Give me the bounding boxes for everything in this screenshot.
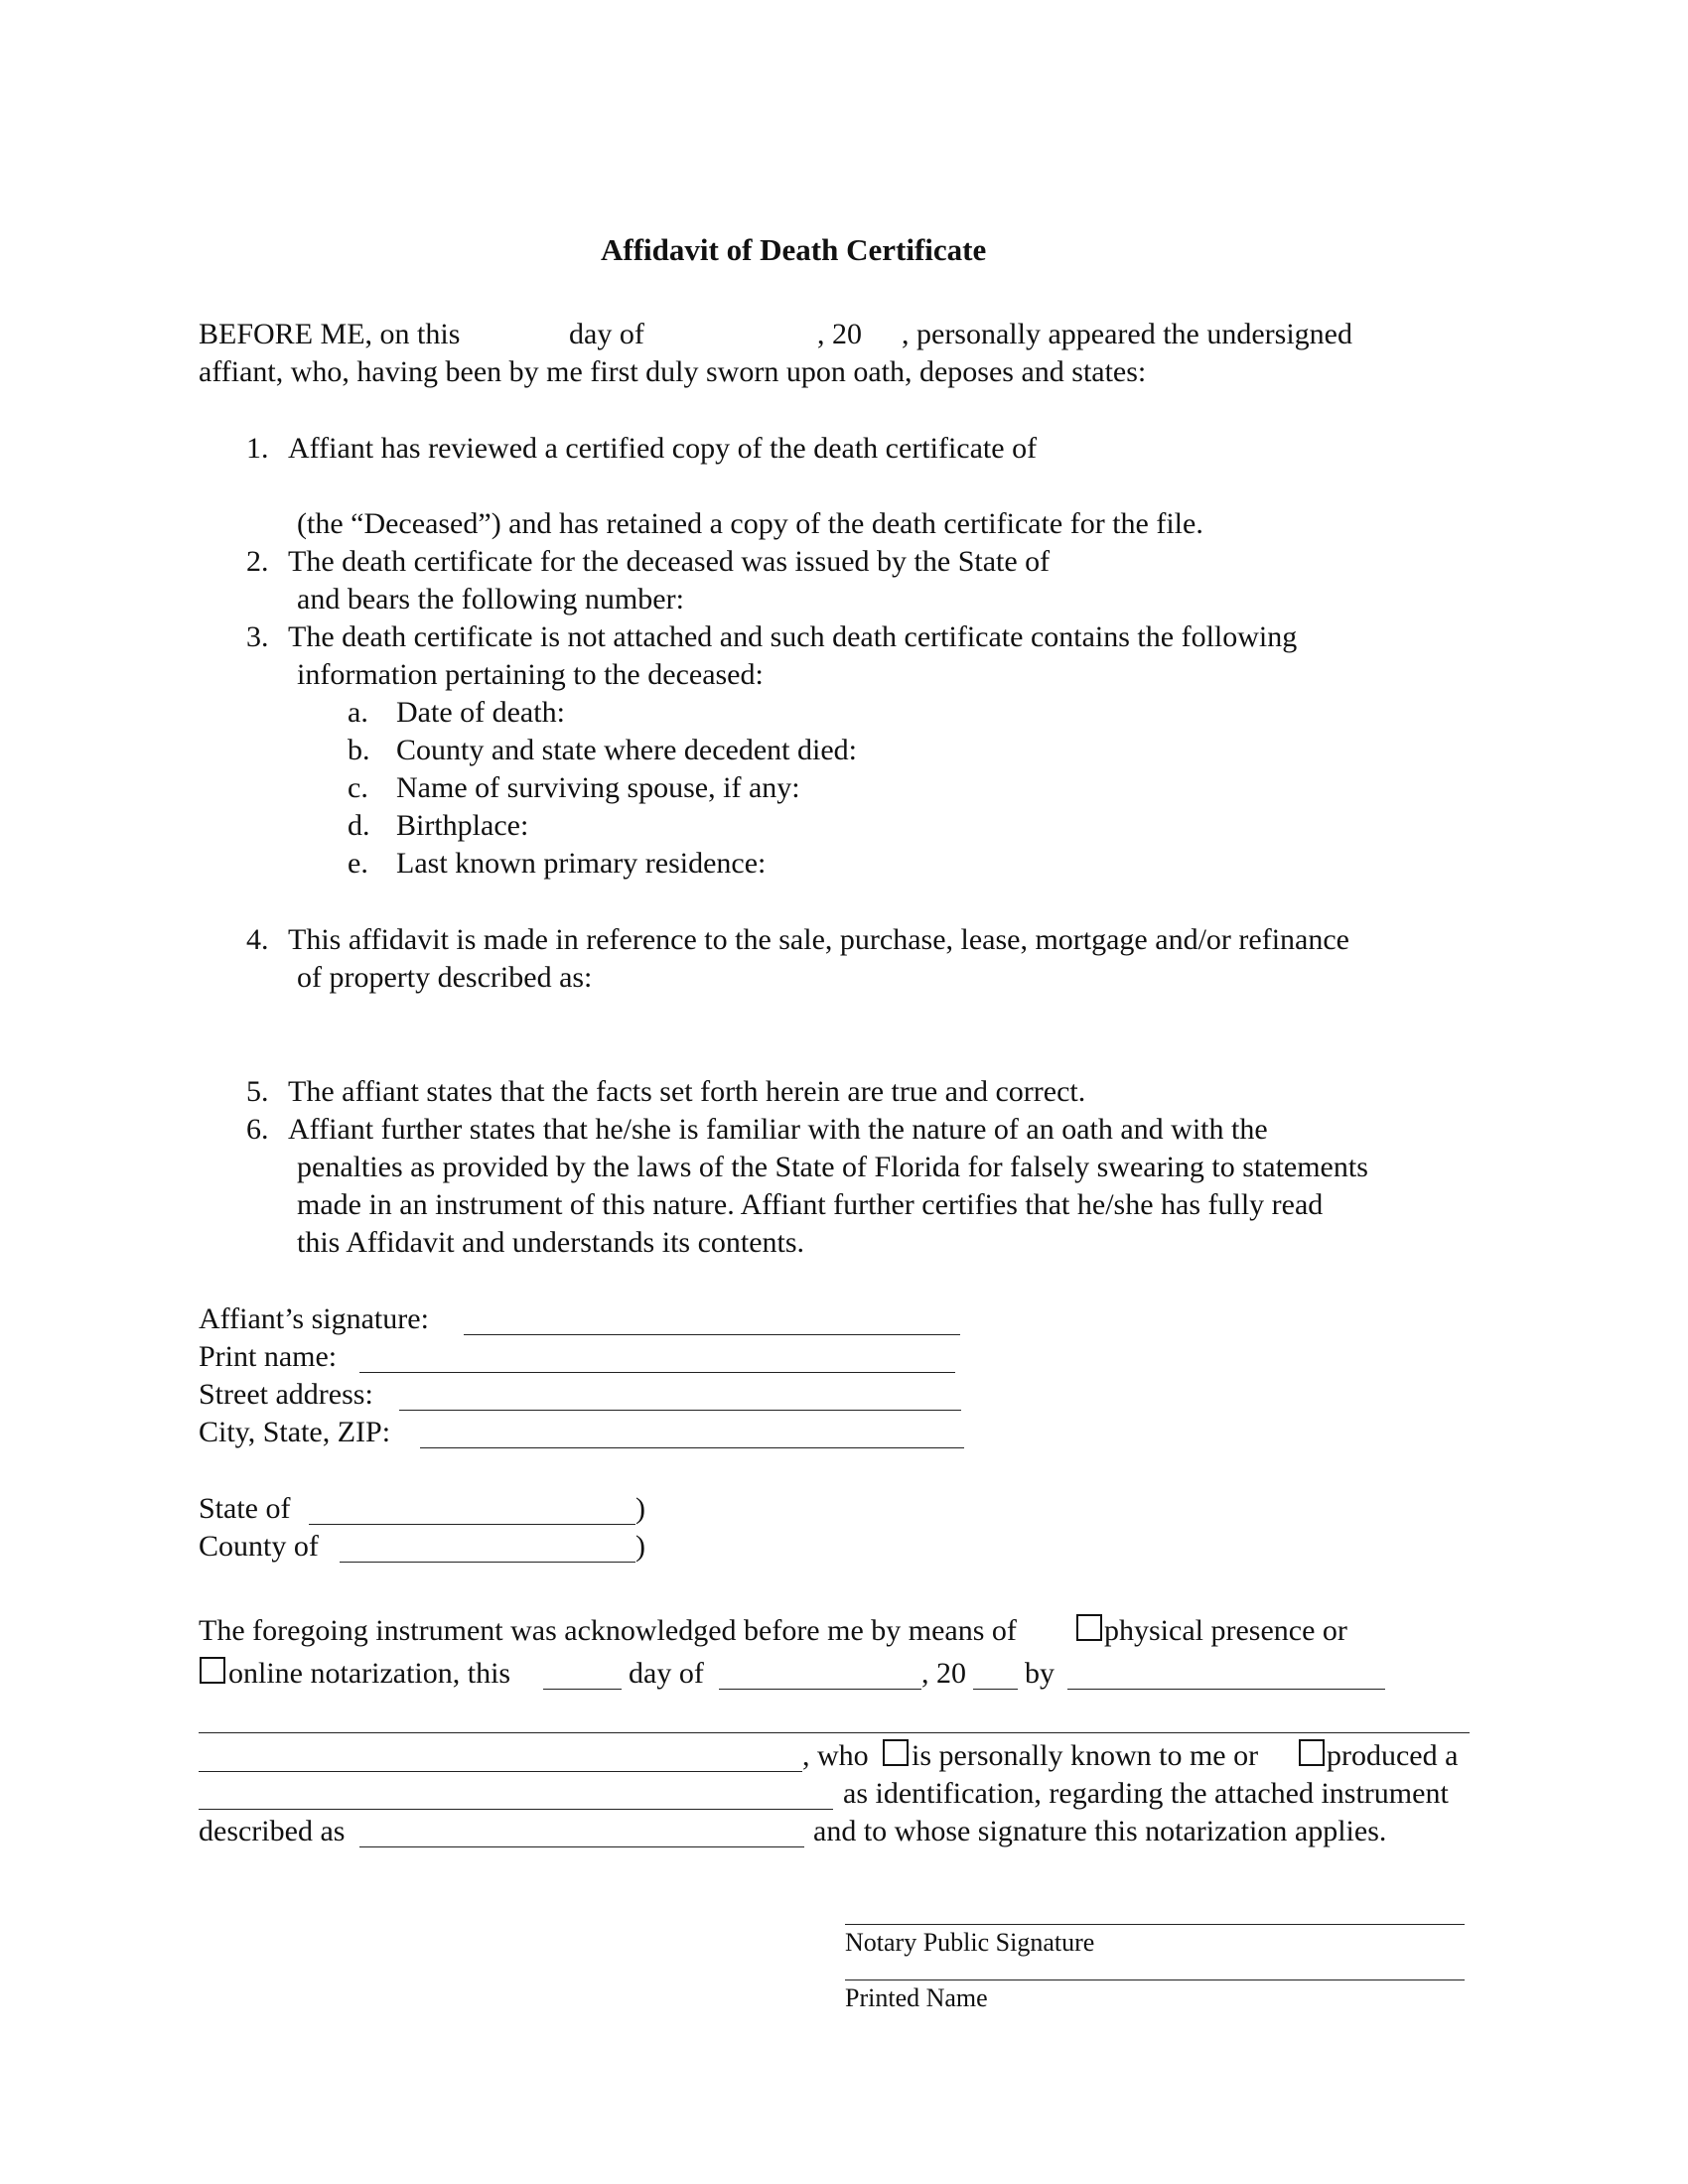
ack-day-line[interactable] bbox=[543, 1689, 622, 1690]
produced-id-label: produced a bbox=[1327, 1739, 1459, 1772]
county-of-line[interactable] bbox=[340, 1562, 635, 1563]
ack-identification: as identification, regarding the attached instrument bbox=[843, 1777, 1449, 1810]
item-5-line-1: The affiant states that the facts set forth herein are true and correct. bbox=[288, 1075, 1086, 1108]
item-4-number: 4. bbox=[246, 923, 269, 956]
item-1-line-2: (the “Deceased”) and has retained a copy of the death certificate for the file. bbox=[297, 507, 1203, 540]
sub-item-spouse: Name of surviving spouse, if any: bbox=[396, 771, 800, 804]
street-address-label: Street address: bbox=[199, 1378, 373, 1411]
state-of-line[interactable] bbox=[309, 1524, 635, 1525]
online-notarization-label: online notarization, this bbox=[228, 1657, 511, 1690]
identification-line[interactable] bbox=[199, 1809, 833, 1810]
ack-by: by bbox=[1025, 1657, 1055, 1690]
city-state-zip-line[interactable] bbox=[420, 1447, 964, 1448]
item-1-line-1: Affiant has reviewed a certified copy of the death certificate of bbox=[288, 432, 1038, 465]
notary-signature-line[interactable] bbox=[845, 1924, 1465, 1925]
state-of-label: State of bbox=[199, 1492, 291, 1525]
city-state-zip-label: City, State, ZIP: bbox=[199, 1416, 391, 1448]
physical-presence-label: physical presence or bbox=[1104, 1614, 1347, 1647]
ack-year: , 20 bbox=[921, 1657, 966, 1690]
ack-by-line[interactable] bbox=[1067, 1689, 1385, 1690]
item-3-line-1: The death certificate is not attached and such death certificate contains the following bbox=[288, 620, 1298, 653]
sub-item-letter: d. bbox=[348, 809, 370, 842]
sub-item-letter: b. bbox=[348, 734, 370, 766]
county-of-label: County of bbox=[199, 1530, 319, 1563]
ack-described-as: described as bbox=[199, 1815, 346, 1847]
item-3-number: 3. bbox=[246, 620, 269, 653]
ack-name-line[interactable] bbox=[199, 1732, 1470, 1733]
item-6-number: 6. bbox=[246, 1113, 269, 1146]
sub-item-letter: c. bbox=[348, 771, 368, 804]
print-name-label: Print name: bbox=[199, 1340, 338, 1373]
item-3-line-2: information pertaining to the deceased: bbox=[297, 658, 764, 691]
affiant-signature-label: Affiant’s signature: bbox=[199, 1302, 429, 1335]
item-2-line-1: The death certificate for the deceased was issued by the State of bbox=[288, 545, 1051, 578]
item-6-line-4: this Affidavit and understands its contents. bbox=[297, 1226, 805, 1259]
sub-item-letter: a. bbox=[348, 696, 368, 729]
sub-item-birthplace: Birthplace: bbox=[396, 809, 529, 842]
ack-year-line[interactable] bbox=[973, 1689, 1018, 1690]
sub-item-county-state: County and state where decedent died: bbox=[396, 734, 858, 766]
street-address-line[interactable] bbox=[399, 1410, 961, 1411]
item-4-line-1: This affidavit is made in reference to the sale, purchase, lease, mortgage and/or refinance bbox=[288, 923, 1349, 956]
intro-appeared: , personally appeared the undersigned bbox=[902, 318, 1352, 350]
printed-name-line[interactable] bbox=[845, 1979, 1465, 1980]
item-6-line-2: penalties as provided by the laws of the State of Florida for falsely swearing to statements bbox=[297, 1151, 1368, 1183]
document-title: Affidavit of Death Certificate bbox=[601, 232, 987, 267]
county-paren: ) bbox=[635, 1530, 645, 1563]
item-4-line-2: of property described as: bbox=[297, 961, 593, 994]
ack-person-line[interactable] bbox=[199, 1771, 802, 1772]
personally-known-checkbox[interactable] bbox=[883, 1739, 909, 1766]
produced-id-checkbox[interactable] bbox=[1299, 1739, 1325, 1766]
item-6-line-1: Affiant further states that he/she is familiar with the nature of an oath and with the bbox=[288, 1113, 1268, 1146]
described-as-line[interactable] bbox=[359, 1846, 804, 1847]
print-name-line[interactable] bbox=[359, 1372, 955, 1373]
item-2-line-2: and bears the following number: bbox=[297, 583, 684, 615]
ack-who: , who bbox=[802, 1739, 869, 1772]
ack-month-line[interactable] bbox=[719, 1689, 921, 1690]
online-notarization-checkbox[interactable] bbox=[200, 1657, 225, 1684]
state-paren: ) bbox=[635, 1492, 645, 1525]
item-6-line-3: made in an instrument of this nature. Affiant further certifies that he/she has fully read bbox=[297, 1188, 1324, 1221]
intro-year: , 20 bbox=[817, 318, 862, 350]
item-5-number: 5. bbox=[246, 1075, 269, 1108]
intro-sworn: affiant, who, having been by me first duly sworn upon oath, deposes and states: bbox=[199, 355, 1147, 388]
item-2-number: 2. bbox=[246, 545, 269, 578]
printed-name-label: Printed Name bbox=[845, 1983, 988, 2012]
intro-day-of: day of bbox=[569, 318, 644, 350]
sub-item-residence: Last known primary residence: bbox=[396, 847, 767, 880]
personally-known-label: is personally known to me or bbox=[912, 1739, 1259, 1772]
sub-item-date-of-death: Date of death: bbox=[396, 696, 565, 729]
item-1-number: 1. bbox=[246, 432, 269, 465]
acknowledgment-line-1: The foregoing instrument was acknowledged before me by means of bbox=[199, 1614, 1017, 1647]
physical-presence-checkbox[interactable] bbox=[1076, 1614, 1102, 1641]
sub-item-letter: e. bbox=[348, 847, 368, 880]
ack-day-of: day of bbox=[629, 1657, 704, 1690]
intro-before-me: BEFORE ME, on this bbox=[199, 318, 461, 350]
notary-signature-label: Notary Public Signature bbox=[845, 1928, 1095, 1957]
affiant-signature-line[interactable] bbox=[464, 1334, 960, 1335]
ack-applies: and to whose signature this notarization applies. bbox=[813, 1815, 1387, 1847]
